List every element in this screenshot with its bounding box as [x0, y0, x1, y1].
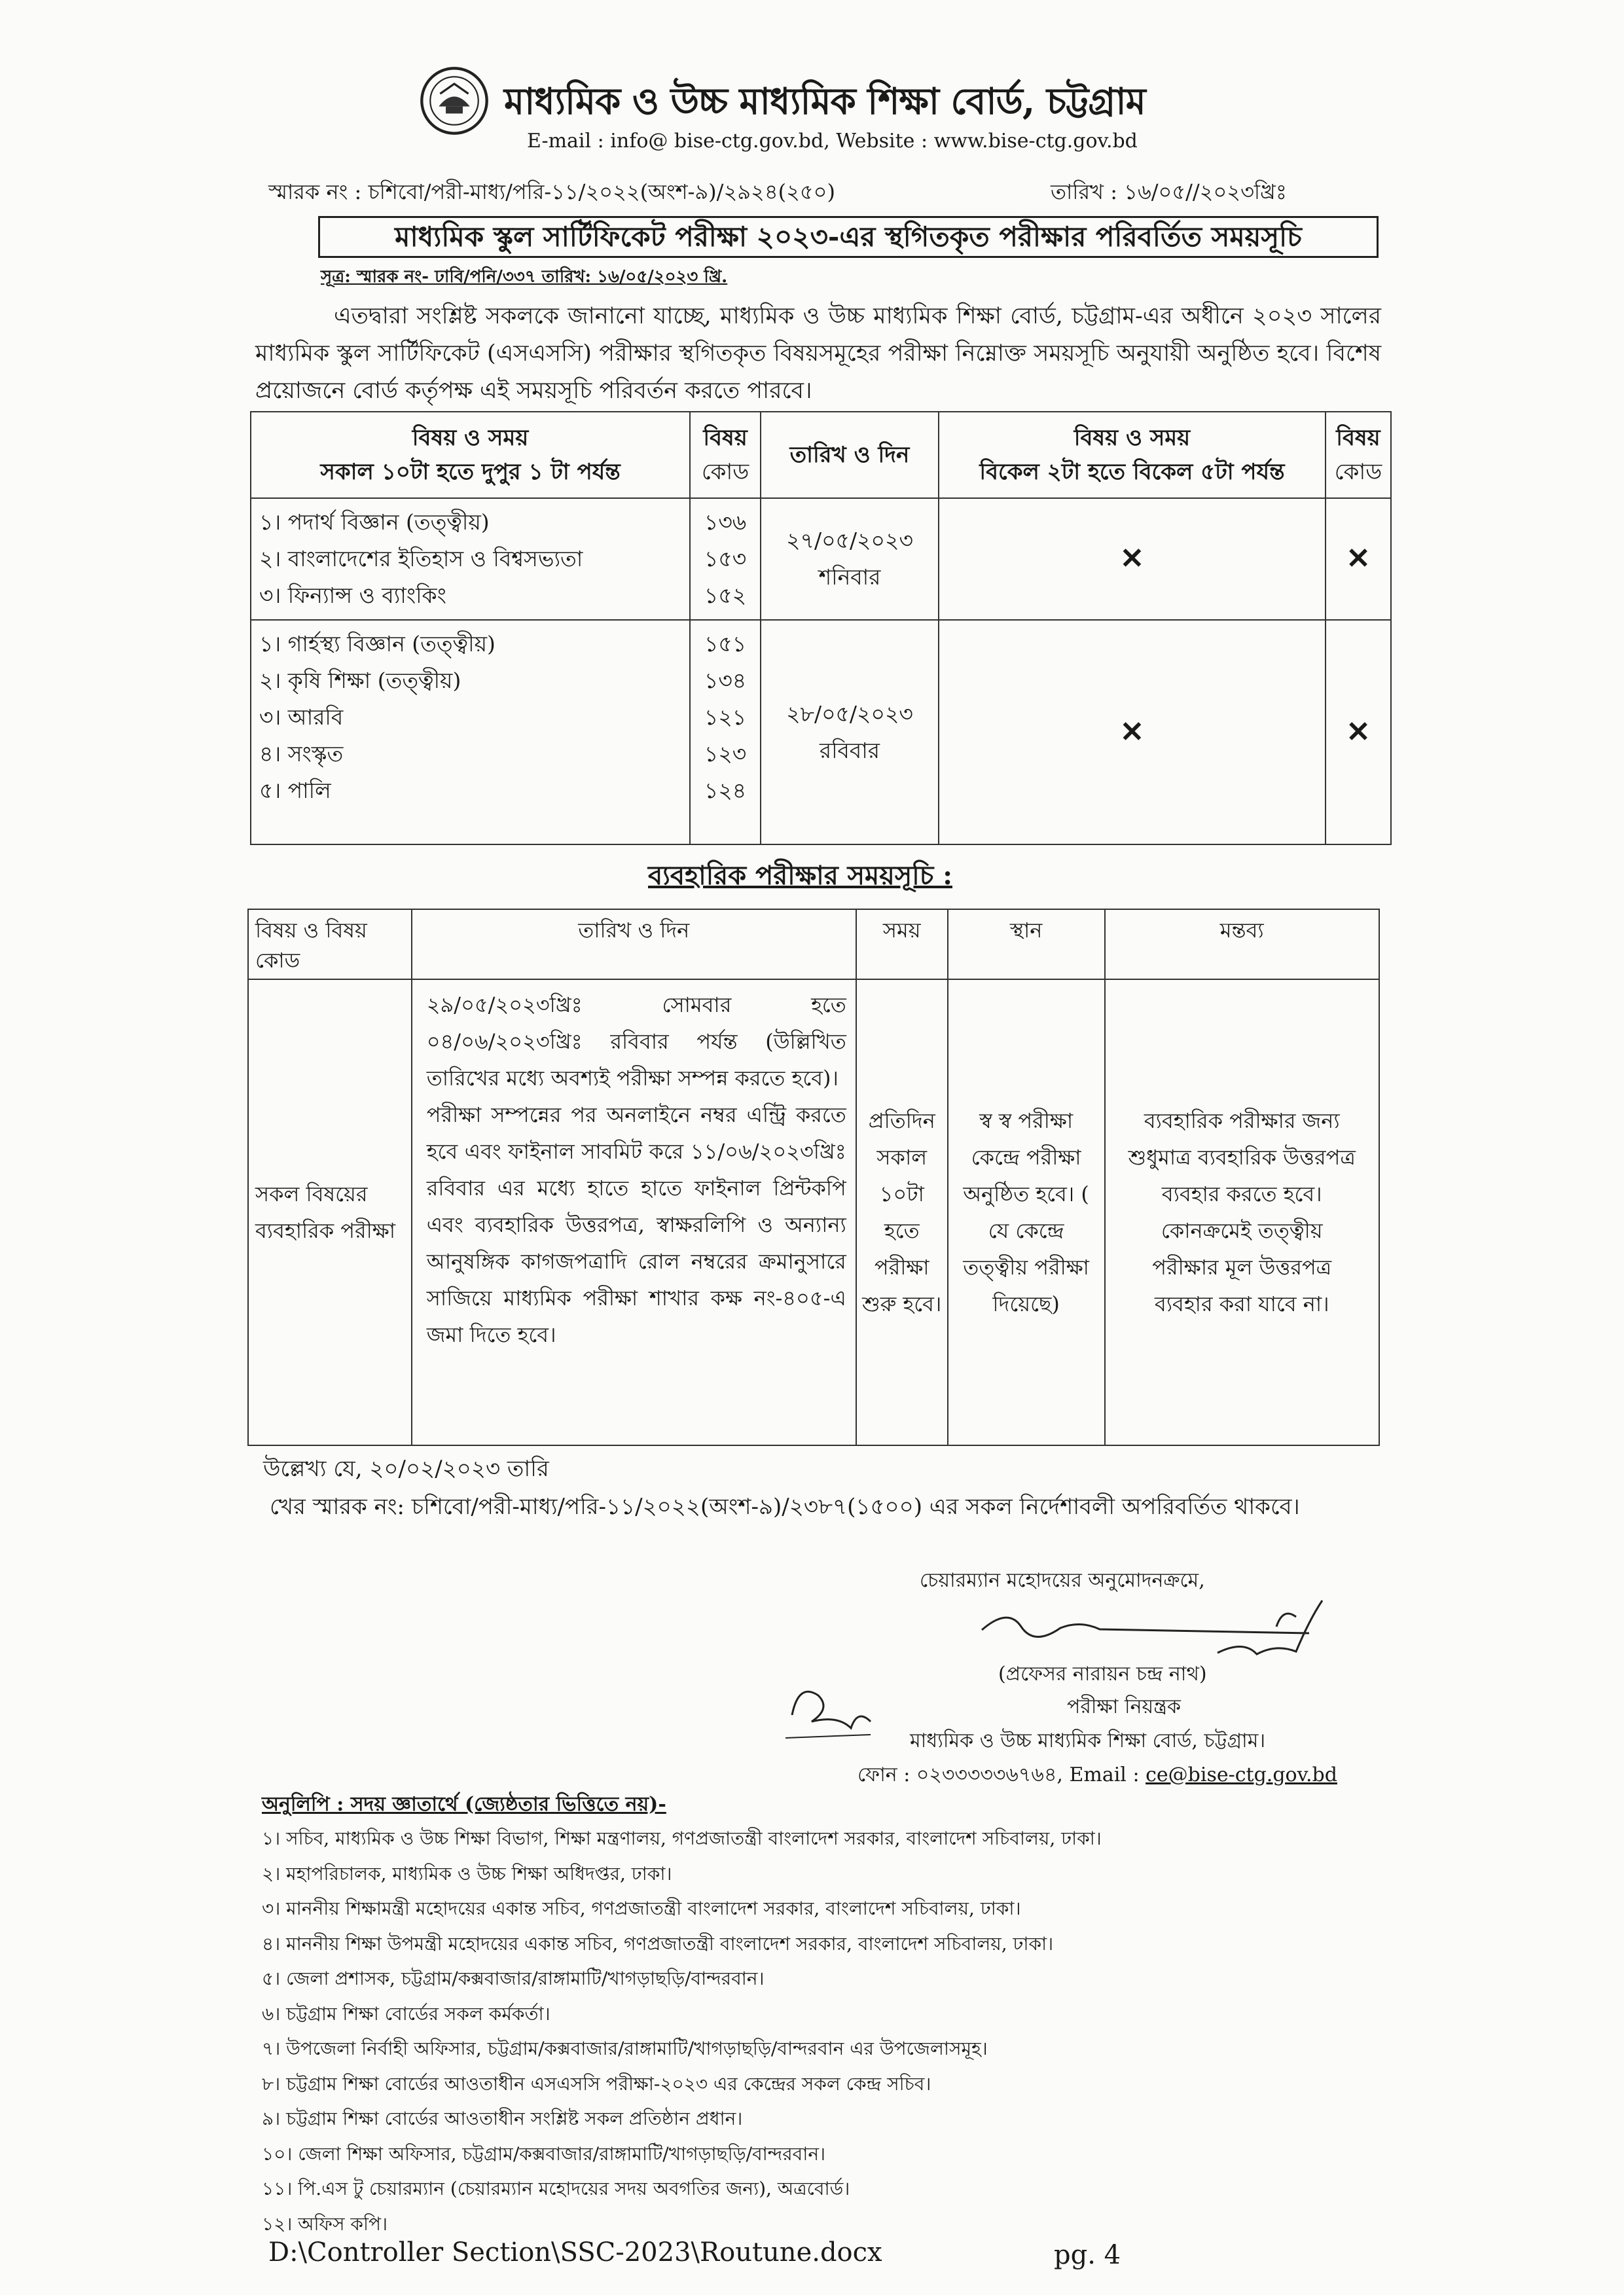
board-seal-logo: [419, 65, 490, 136]
row1-subjects: [251, 498, 690, 620]
afternoon-title: বিষয় ও সময়: [1074, 425, 1191, 451]
subject-item: ১। পদার্থ বিজ্ঞান (তত্ত্বীয়): [259, 509, 490, 535]
practical-submission-text: পরীক্ষা সম্পন্নের পর অনলাইনে নম্বর এন্ট্রি করতে হবে এবং ফাইনাল সাবমিট করে ১১/০৬/২০২৩খ্রিঃ রবিবার এর মধ্যে হাতে হাতে ফাইনাল প্রিন্টকপি এবং ব্যবহারিক উত্তরপত্র, স্বাক্ষরলিপি ও অন্যান্য আনুষঙ্গিক কাগজপত্রাদি রোল নম্বরের ক্রমানুসারে সাজিয়ে মাধ্যমিক পরীক্ষা শাখার কক্ষ নং-৪০৫-এ জমা দিতে হবে।: [426, 1102, 846, 1347]
practical-row: [248, 979, 1379, 1445]
copy-heading: অনুলিপি : সদয় জ্ঞাতার্থে (জ্যেষ্ঠতার ভিত্তিতে নয়)-: [262, 1793, 666, 1816]
practical-time: প্রতিদিন সকাল ১০টা হতে পরীক্ষা শুরু হবে।: [856, 979, 948, 1445]
controller-email-link[interactable]: ce@bise-ctg.gov.bd: [1146, 1763, 1337, 1786]
afternoon-header: [939, 412, 1326, 498]
schedule-row-1: [251, 498, 1391, 620]
row2-afternoon-code-cross: ✕: [1326, 620, 1391, 844]
note-paragraph: [263, 1450, 1363, 1526]
note-line-2: খের স্মারক নং: চশিবো/পরী-মাধ্য/পরি-১১/২০২২(অংশ-৯)/২৩৮৭(১৫০০) এর সকল নির্দেশাবলী অপরিবর্তিত থাকবে।: [270, 1494, 1300, 1520]
note-line-1: উল্লেখ্য যে, ২০/০২/২০২৩ তারি: [263, 1456, 549, 1482]
row1-codes: [690, 498, 761, 620]
row2-date-cell: [761, 620, 939, 844]
date-header-label: তারিখ ও দিন: [789, 442, 910, 468]
intro-paragraph: এতদ্বারা সংশ্লিষ্ট সকলকে জানানো যাচ্ছে, মাধ্যমিক ও উচ্চ মাধ্যমিক শিক্ষা বোর্ড, চট্টগ্রাম-এর অধীনে ২০২৩ সালের মাধ্যমিক স্কুল সার্টিফিকেট (এসএসসি) পরীক্ষার স্থগিতকৃত বিষয়সমূহের পরীক্ষা নিম্নোক্ত সময়সূচি অনুযায়ী অনুষ্ঠিত হবে। বিশেষ প্রয়োজনে বোর্ড কর্তৃপক্ষ এই সময়সূচি পরিবর্তন করতে পারবে।: [255, 303, 1381, 404]
subject-code: ১৫৩: [704, 546, 747, 571]
row1-date-cell: [761, 498, 939, 620]
subject-code: ১২১: [704, 704, 747, 730]
practical-details: [412, 979, 856, 1445]
practical-place: স্ব স্ব পরীক্ষা কেন্দ্রে পরীক্ষা অনুষ্ঠিত হবে। ( যে কেন্দ্রে তত্ত্বীয় পরীক্ষা দিয়েছে): [948, 979, 1105, 1445]
row2-afternoon-cross: ✕: [939, 620, 1326, 844]
practical-subject: সকল বিষয়ের ব্যবহারিক পরীক্ষা: [248, 979, 412, 1445]
controller-name: (প্রফেসর নারায়ন চন্দ্র নাথ): [998, 1663, 1207, 1686]
reference-line: সূত্র: স্মারক নং- ঢাবি/পনি/৩৩৭ তারিখ: ১৬/০৫/২০২৩ খ্রি.: [321, 267, 728, 287]
copy-list-item: ৬। চট্টগ্রাম শিক্ষা বোর্ডের সকল কর্মকর্তা।: [262, 2002, 550, 2025]
page-number: pg. 4: [1054, 2240, 1121, 2270]
code2-header: [1326, 412, 1391, 498]
notice-title: মাধ্যমিক স্কুল সার্টিফিকেট পরীক্ষা ২০২৩-এর স্থগিতকৃত পরীক্ষার পরিবর্তিত সময়সূচি: [318, 216, 1379, 258]
row2-subjects: [251, 620, 690, 844]
theory-header-row: [251, 412, 1391, 498]
practical-remarks: ব্যবহারিক পরীক্ষার জন্য শুধুমাত্র ব্যবহারিক উত্তরপত্র ব্যবহার করতে হবে। কোনক্রমেই তত্ত্বীয় পরীক্ষার মূল উত্তরপত্র ব্যবহার করা যাবে না।: [1105, 979, 1380, 1445]
subject-code: ১৫২: [704, 583, 747, 608]
practical-schedule-table: [247, 909, 1380, 1446]
subject-code: ১২৩: [704, 741, 747, 767]
contact-info: E-mail : info@ bise-ctg.gov.bd, Website : www.bise-ctg.gov.bd: [527, 130, 1138, 153]
practical-date-header: তারিখ ও দিন: [412, 909, 856, 979]
practical-heading: ব্যবহারিক পরীক্ষার সময়সূচি :: [648, 860, 952, 891]
practical-dates-text: ২৯/০৫/২০২৩খ্রিঃ সোমবার হতে ০৪/০৬/২০২৩খ্রিঃ রবিবার পর্যন্ত (উল্লিখিত তারিখের মধ্যে অবশ্যই পরীক্ষা সম্পন্ন করতে হবে)।: [426, 992, 846, 1091]
copy-list-item: ৫। জেলা প্রশাসক, চট্টগ্রাম/কক্সবাজার/রাঙ্গামাটি/খাগড়াছড়ি/বান্দরবান।: [262, 1968, 765, 1989]
practical-remarks-header: মন্তব্য: [1105, 909, 1380, 979]
subject-item: ৫। পালি: [259, 778, 331, 803]
morning-time: সকাল ১০টা হতে দুপুর ১ টা পর্যন্ত: [320, 459, 621, 485]
row2-codes: [690, 620, 761, 844]
approval-text: চেয়ারম্যান মহোদয়ের অনুমোদনক্রমে,: [920, 1569, 1205, 1592]
subject-item: ৩। আরবি: [259, 704, 344, 730]
copy-list-item: ২। মহাপরিচালক, মাধ্যমিক ও উচ্চ শিক্ষা অধিদপ্তর, ঢাকা।: [262, 1862, 672, 1885]
copy-list-item: ১২। অফিস কপি।: [262, 2213, 388, 2235]
morning-header: [251, 412, 690, 498]
controller-contact: [857, 1759, 1337, 1792]
subject-code: ১৩৪: [704, 668, 747, 693]
code-header: [690, 412, 761, 498]
copy-list-item: ১১। পি.এস টু চেয়ারম্যান (চেয়ারম্যান মহোদয়ের সদয় অবগতির জন্য), অত্রবোর্ড।: [262, 2178, 850, 2199]
schedule-row-2: [251, 620, 1391, 844]
subject-item: ১। গার্হস্থ্য বিজ্ঞান (তত্ত্বীয়): [259, 631, 496, 657]
practical-header-row: [248, 909, 1379, 979]
copy-list-item: ৪। মাননীয় শিক্ষা উপমন্ত্রী মহোদয়ের একান্ত সচিব, গণপ্রজাতন্ত্রী বাংলাদেশ সরকার, বাংলাদেশ সচিবালয়, ঢাকা।: [262, 1932, 1054, 1955]
exam-day: রবিবার: [819, 737, 880, 763]
subject-code: ১৫১: [704, 631, 747, 657]
controller-office: মাধ্যমিক ও উচ্চ মাধ্যমিক শিক্ষা বোর্ড, চট্টগ্রাম।: [910, 1729, 1266, 1752]
controller-position: পরীক্ষা নিয়ন্ত্রক: [1067, 1695, 1181, 1718]
code2-header-line1: বিষয়: [1336, 425, 1380, 451]
copy-list-item: ৩। মাননীয় শিক্ষামন্ত্রী মহোদয়ের একান্ত সচিব, গণপ্রজাতন্ত্রী বাংলাদেশ সরকার, বাংলাদেশ সচিবালয়, ঢাকা।: [262, 1898, 1021, 1919]
copy-list-item: ১। সচিব, মাধ্যমিক ও উচ্চ শিক্ষা বিভাগ, শিক্ষা মন্ত্রণালয়, গণপ্রজাতন্ত্রী বাংলাদেশ সরকার, বাংলাদেশ সচিবালয়, ঢাকা।: [262, 1828, 1102, 1849]
subject-header-line1: বিষয় ও বিষয়: [255, 918, 367, 943]
date-header: [761, 412, 939, 498]
file-path: D:\Controller Section\SSC-2023\Routune.docx: [268, 2237, 882, 2268]
subject-item: ২। বাংলাদেশের ইতিহাস ও বিশ্বসভ্যতা: [259, 546, 583, 571]
subject-code: ১২৪: [704, 778, 747, 803]
board-name: মাধ্যমিক ও উচ্চ মাধ্যমিক শিক্ষা বোর্ড, চট্টগ্রাম: [504, 80, 1146, 123]
exam-date: ২৮/০৫/২০২৩: [786, 700, 913, 727]
morning-title: বিষয় ও সময়: [412, 425, 529, 451]
practical-subject-header: [248, 909, 412, 979]
code2-header-line2: কোড: [1334, 459, 1382, 485]
memo-number: স্মারক নং : চশিবো/পরী-মাধ্য/পরি-১১/২০২২(অংশ-৯)/২৯২৪(২৫০): [268, 179, 835, 204]
subject-code: ১৩৬: [704, 509, 747, 535]
afternoon-time: বিকেল ২টা হতে বিকেল ৫টা পর্যন্ত: [979, 459, 1285, 485]
theory-schedule-table: [250, 411, 1392, 845]
subject-header-line2: কোড: [255, 948, 300, 973]
phone-label: ফোন : ০২৩৩৩৩৩৬৭৬৪, Email :: [857, 1763, 1146, 1786]
copy-list-item: ৮। চট্টগ্রাম শিক্ষা বোর্ডের আওতাধীন এসএসসি পরীক্ষা-২০২৩ এর কেন্দ্রের সকল কেন্দ্র সচিব।: [262, 2072, 931, 2095]
copy-list-item: ৯। চট্টগ্রাম শিক্ষা বোর্ডের আওতাধীন সংশ্লিষ্ট সকল প্রতিষ্ঠান প্রধান।: [262, 2108, 743, 2129]
row1-afternoon-code-cross: ✕: [1326, 498, 1391, 620]
row1-afternoon-cross: ✕: [939, 498, 1326, 620]
practical-place-header: স্থান: [948, 909, 1105, 979]
exam-day: শনিবার: [818, 564, 881, 590]
memo-date: তারিখ : ১৬/০৫//২০২৩খ্রিঃ: [1051, 179, 1287, 204]
practical-time-header: সময়: [856, 909, 948, 979]
code-header-line2: কোড: [701, 459, 749, 485]
exam-date: ২৭/০৫/২০২৩: [786, 528, 913, 553]
copy-list-item: ১০। জেলা শিক্ষা অফিসার, চট্টগ্রাম/কক্সবাজার/রাঙ্গামাটি/খাগড়াছড়ি/বান্দরবান।: [262, 2142, 826, 2165]
code-header-line1: বিষয়: [703, 425, 748, 451]
subject-item: ৪। সংস্কৃত: [259, 741, 344, 767]
subject-item: ২। কৃষি শিক্ষা (তত্ত্বীয়): [259, 668, 461, 693]
copy-list-item: ৭। উপজেলা নির্বাহী অফিসার, চট্টগ্রাম/কক্সবাজার/রাঙ্গামাটি/খাগড়াছড়ি/বান্দরবান এর উপজেলাসমূহ।: [262, 2038, 988, 2059]
subject-item: ৩। ফিন্যান্স ও ব্যাংকিং: [259, 583, 446, 608]
initial-signature: [772, 1669, 890, 1748]
copy-list: [262, 1821, 1102, 2241]
